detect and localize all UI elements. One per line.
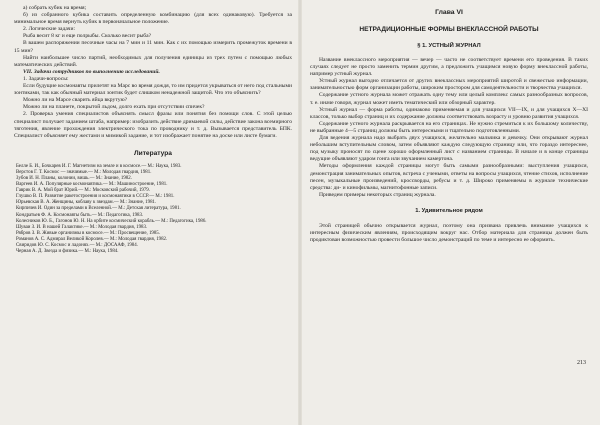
paragraph: Содержание устного журнала может отражать одну тему или целый комплекс самых разнообразных вопросов, т. е. иначе говоря, журнал может иметь тематический или обзорный характер. <box>310 92 588 106</box>
literature-title: Литература <box>134 149 172 157</box>
literature-item: Гаврик В. А. Мой брат Юрий.— М.: Московский рабочий, 1979. <box>16 188 150 194</box>
literature-item: Глушко В. П. Развитие ракетостроения и космонавтики в СССР.— М.: 1981. <box>16 194 175 200</box>
paragraph: Можно ли на планете, покрытой льдом, долго ехать при отсутствии спичек? <box>23 104 205 111</box>
paragraph: Можно ли на Марсе сварить яйца вкрутую? <box>23 97 128 104</box>
literature-item: Юрьевская В. А. Женщины, коблаву к звездам.— М.: Знание, 1981. <box>16 200 157 206</box>
literature-item: Черная А. Д. Звезда и физика.— М.: Наука, 1984. <box>16 249 119 255</box>
paragraph: Для ведения журнала надо выбрать двух учащихся, желательно мальчика и девочку. Они открывают журнал небольшим вступительным словом, затем объявляют каждую следующую страницу или, что гораздо интереснее, под музыку проносят по сцене хорошо оформленный лист с названием страницы. В начале и в конце страницы ведущие объявляют ударом гонга или звучанием камертона. <box>310 135 588 163</box>
paragraph: Методы оформления каждой страницы могут быть самыми разнообразными: выступления учащихся, демонстрация занимательных опытов, встреча с учеными, ответы на вопросы учащихся, чтение стихов, исполнение песен, музыкальные произведений, кроссворды, ребусы и т. д. Широко применяемы в журнале технические средства: ди- и кинофильмы, магнитофонные записи. <box>310 163 588 191</box>
paragraph: Устный журнал выгодно отличается от других внеклассных мероприятий широтой и свежестью информации, занимательностью форм организации работы, широким простором для самодеятельности и творчества учащихся. <box>310 78 588 92</box>
paragraph: Найти наибольшее число партий, необходимых для получения единицы из трех путем с помощью любых математических действий. <box>14 54 292 68</box>
paragraph: Этой страницей обычно открывается журнал, поэтому она призвана привлечь внимание учащихся к интересным физическим явлениям, происходящим вокруг нас. Отбор материала для страницы должен быть продиктован возможностью провести большое число демонстраций по теме и интересно ее оформить. <box>310 222 588 244</box>
literature-item: Кондратьев Ф. А. Космонавты быть.— М.: Педагогика, 1983. <box>16 212 144 218</box>
literature-item: Кирпичев И. Один за пределами в Вселенной.— М.: Детская литература, 1981. <box>16 206 181 212</box>
literature-item: Варгеев И. А. Популярные космонавтика.— М.: Машиностроение, 1981. <box>16 182 168 188</box>
paragraph: 2. Проверка умения специалистов объяснять смысл фразы или понятия без помощи слов. С этой целью специалист получает заданием штаба, например: изобразить действие дримаевой силы, действие закона всемирного тяготения, явление прохождения электрического тока по проводнику и т. д. Вызывается представитель БПК. Специалист объясняет ему жестами и мимикой задание, и тот изображает понятие на доске или листе бумаги. <box>14 111 292 139</box>
section-title: § 1. УСТНЫЙ ЖУРНАЛ <box>417 43 481 49</box>
literature-item: Свиридов Ю. С. Космос и ладонях.— М.: ДОСААФ, 1984. <box>16 243 138 248</box>
paragraph: 2. Логические задачи: <box>23 26 76 33</box>
subsection-title: 1. Удивительное рядом <box>415 207 483 214</box>
paragraph: В вашем распоряжении песочные часы на 7 мин и 11 мин. Как с их помощью измерить промежуток времени в 15 мин? <box>14 40 292 54</box>
paragraph: б) из собранного кубика составить определенную комбинацию (для всех одинаковую). Требуется за минимальное время вернуть кубик в первоначальное положение. <box>14 12 292 26</box>
paragraph: Рыба весит 8 кг и еще полрыбы. Сколько весит рыба? <box>23 33 152 40</box>
paragraph: 1. Задачи-вопросы: <box>23 75 69 82</box>
paragraph: Устный журнал — форма работы, одинаково применяемая и для учащихся VII—IX, и для учащихся X—XI классов, только выбор страниц и их содержание должны соответствовать возрасту и уровню развития учащихся. <box>310 106 588 120</box>
literature-item: Шуваи З. И. В нашей Галактике.— М.: Молодая гвардия, 1983. <box>16 224 148 230</box>
literature-item: Зубов И. Н. Планы, колонии, вишь.— М.: Знание, 1982. <box>16 175 132 181</box>
literature-item: Рябров З. В. Живые организмы в космосе.— М.: Просвещение, 1985. <box>16 230 160 236</box>
paragraph: Название внеклассного мероприятия — вечер — часто не соответствует времени его проведения. В таких случаях следует не просто заменить термин другим, а предложить учащимся новую форму внеклассной работы, например устный журнал. <box>310 57 588 78</box>
paragraph: Содержание устного журнала раскрывается на его страницах. Не нужно стремиться к их большому количеству, не выбранные 4—5 страниц должны быть интересными и тщательно подготовленными. <box>310 120 588 134</box>
section-heading: VII. Задачи сотрудников по выполнению исследований. <box>23 68 160 75</box>
paragraph: Приведем примеры некоторых страниц журнала. <box>319 191 436 198</box>
literature-item: Белле Б. И., Бочкарев И. Г. Магнетизм на земле и в космосе.— М.: Наука, 1983. <box>16 163 182 169</box>
literature-item: Романов А. С. Адмирал Великой Королев.— М.: Молодая гвардия, 1982. <box>16 236 168 242</box>
literature-list <box>14 164 292 255</box>
literature-item: Колесников Ю. Б., Гагонов Ю. Н. На орбите космический корабль.— М.: Педагогика, 1986. <box>16 218 207 224</box>
paragraph: Если будущие космонавты прилетят на Марс во время дождя, то им придется укрываться от него под стальными зонтиками, так как обычный материал зонтик будет слишком ненадежной защитой. Что это объяснить? <box>14 83 292 97</box>
page-number: 213 <box>577 360 586 366</box>
paragraph: а) собрать кубик на время; <box>23 5 87 11</box>
right-page <box>300 0 600 425</box>
chapter-title: НЕТРАДИЦИОННЫЕ ФОРМЫ ВНЕКЛАССНОЙ РАБОТЫ <box>359 26 539 33</box>
literature-item: Верстов Г. Т. Космос — значимые.— М.: Молодая гвардия, 1981. <box>16 169 152 175</box>
chapter-number: Глава VI <box>435 9 463 16</box>
